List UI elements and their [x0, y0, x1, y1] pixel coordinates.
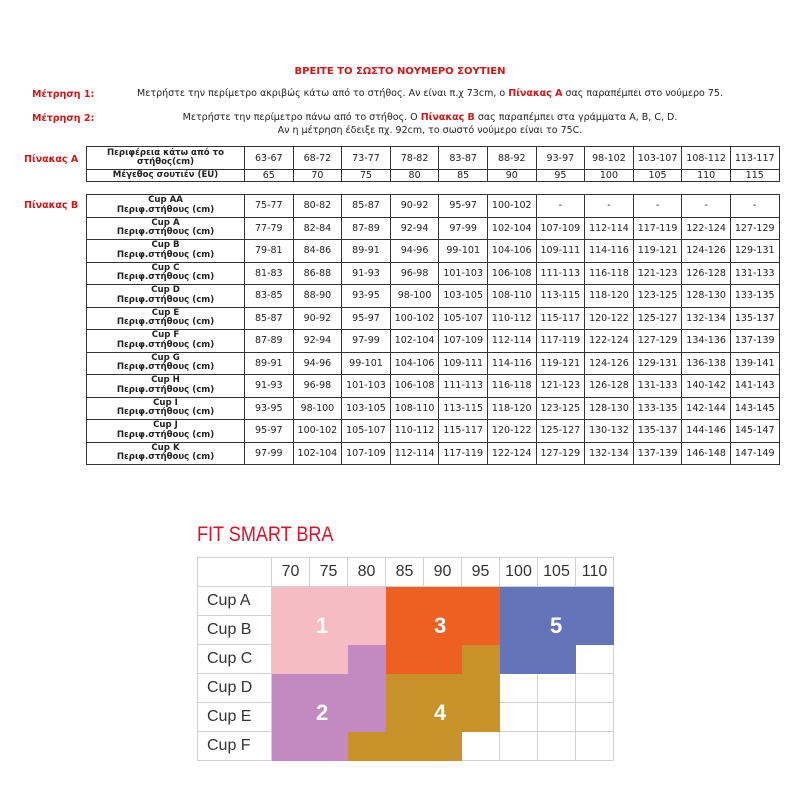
table-cell: 85-87	[342, 195, 391, 218]
table-cell: 73-77	[342, 147, 391, 170]
table-b-row-head: Cup B Περιφ.στήθους (cm)	[87, 240, 245, 263]
table-b-row	[87, 352, 780, 375]
table-cell: 92-94	[293, 330, 342, 353]
table-cell: 63-67	[245, 147, 294, 170]
table-cell: 78-82	[390, 147, 439, 170]
fit-zone-cell	[272, 587, 310, 616]
fit-zone-cell	[310, 674, 348, 703]
fit-grid	[197, 557, 614, 761]
fit-zone-cell	[576, 732, 614, 761]
table-cell: 107-109	[342, 442, 391, 465]
table-cell: 145-147	[730, 420, 779, 443]
fit-cup-label: Cup E	[198, 703, 272, 732]
table-cell: 99-101	[439, 240, 488, 263]
table-cell: 107-109	[439, 330, 488, 353]
table-cell: 116-118	[487, 375, 536, 398]
fit-cup-label: Cup A	[198, 587, 272, 616]
table-cell: 123-125	[633, 285, 682, 308]
fit-band-size: 105	[538, 558, 576, 587]
table-cell: 97-99	[245, 442, 294, 465]
table-cell: 129-131	[633, 352, 682, 375]
table-cell: 127-129	[633, 330, 682, 353]
table-cell: 123-125	[536, 397, 585, 420]
table-cell: 99-101	[342, 352, 391, 375]
page-title: ΒΡΕΙΤΕ ΤΟ ΣΩΣΤΟ ΝΟΥΜΕΡΟ ΣΟΥΤΙΕΝ	[294, 66, 506, 77]
table-b-row-head: Cup A Περιφ.στήθους (cm)	[87, 217, 245, 240]
table-cell: 89-91	[342, 240, 391, 263]
table-a-row-bra-size	[87, 170, 780, 182]
table-cell: 90-92	[293, 307, 342, 330]
table-cell: 107-109	[536, 217, 585, 240]
table-cell: 103-105	[342, 397, 391, 420]
table-cell: 65	[245, 170, 294, 182]
table-cell: 90-92	[390, 195, 439, 218]
table-cell: 102-104	[293, 442, 342, 465]
table-cell: 110-112	[487, 307, 536, 330]
fit-zone-number: 4	[434, 700, 447, 725]
table-cell: 126-128	[682, 262, 731, 285]
fit-zone-cell	[538, 732, 576, 761]
fit-zone-cell	[462, 645, 500, 674]
table-b-row-head: Cup K Περιφ.στήθους (cm)	[87, 442, 245, 465]
table-b-row	[87, 442, 780, 465]
table-b-reference: Πίνακας Β	[420, 112, 475, 123]
table-cell: 128-130	[585, 397, 634, 420]
table-cell: 132-134	[585, 442, 634, 465]
table-cell: 105-107	[439, 307, 488, 330]
table-cell: 112-114	[585, 217, 634, 240]
table-cell: 120-122	[487, 420, 536, 443]
fit-zone-cell	[576, 674, 614, 703]
table-cell: 91-93	[342, 262, 391, 285]
table-cell: 96-98	[293, 375, 342, 398]
table-cell: 126-128	[585, 375, 634, 398]
fit-zone-cell	[386, 732, 424, 761]
fit-zone-cell	[424, 645, 462, 674]
table-cell: 109-111	[536, 240, 585, 263]
table-cell: 119-121	[536, 352, 585, 375]
table-cell: 136-138	[682, 352, 731, 375]
fit-grid-row	[198, 645, 614, 674]
table-a	[86, 146, 780, 182]
table-cell: 83-85	[245, 285, 294, 308]
fit-zone-cell	[386, 587, 424, 616]
table-cell: 93-97	[536, 147, 585, 170]
fit-zone-cell	[538, 703, 576, 732]
table-a-label: Πίνακας Α	[24, 154, 79, 165]
fit-zone-cell	[272, 645, 310, 674]
fit-zone-cell	[386, 645, 424, 674]
table-cell: 88-92	[487, 147, 536, 170]
fit-zone-cell	[462, 732, 500, 761]
fit-zone-cell	[462, 674, 500, 703]
fit-grid-row	[198, 703, 614, 732]
fit-band-size: 70	[272, 558, 310, 587]
table-cell: 127-129	[730, 217, 779, 240]
table-cell: 111-113	[536, 262, 585, 285]
table-cell: 122-124	[682, 217, 731, 240]
table-cell: 130-132	[585, 420, 634, 443]
fit-zone-cell	[500, 645, 538, 674]
table-b-row	[87, 330, 780, 353]
table-cell: 110-112	[390, 420, 439, 443]
fit-grid-row	[198, 732, 614, 761]
table-cell: 105-107	[342, 420, 391, 443]
table-b-row-head: Cup C Περιφ.στήθους (cm)	[87, 262, 245, 285]
table-cell: 102-104	[487, 217, 536, 240]
table-b-row-head: Cup E Περιφ.στήθους (cm)	[87, 307, 245, 330]
table-cell: 80-82	[293, 195, 342, 218]
table-cell: 105	[633, 170, 682, 182]
fit-band-size: 95	[462, 558, 500, 587]
table-cell: 115	[730, 170, 779, 182]
table-cell: 137-139	[633, 442, 682, 465]
table-cell: 85-87	[245, 307, 294, 330]
table-cell: 97-99	[342, 330, 391, 353]
table-cell: 115-117	[439, 420, 488, 443]
table-cell: 118-120	[585, 285, 634, 308]
table-cell: 98-102	[585, 147, 634, 170]
table-cell: 139-141	[730, 352, 779, 375]
table-cell: 121-123	[633, 262, 682, 285]
fit-zone-number: 1	[316, 613, 329, 638]
table-cell: 95-97	[245, 420, 294, 443]
measurement-2-text	[130, 111, 730, 137]
table-cell: 112-114	[390, 442, 439, 465]
table-cell: -	[730, 195, 779, 218]
table-cell: 88-90	[293, 285, 342, 308]
table-b-row	[87, 195, 780, 218]
table-cell: 106-108	[487, 262, 536, 285]
measurement-1-label: Μέτρηση 1:	[32, 89, 95, 100]
table-cell: 133-135	[730, 285, 779, 308]
fit-zone-cell	[348, 703, 386, 732]
table-a-row-head: Μέγεθος σουτιέν (EU)	[87, 170, 245, 182]
table-cell: 103-105	[439, 285, 488, 308]
table-cell: 98-100	[293, 397, 342, 420]
measurement-2-text-a: Μετρήστε την περίμετρο πάνω από το στήθος. Ο	[182, 112, 421, 123]
table-cell: 134-136	[682, 330, 731, 353]
table-cell: 110	[682, 170, 731, 182]
table-cell: 112-114	[487, 330, 536, 353]
table-b-row-head: Cup AA Περιφ.στήθους (cm)	[87, 195, 245, 218]
fit-zone-cell	[576, 703, 614, 732]
table-cell: 146-148	[682, 442, 731, 465]
fit-zone-cell	[424, 732, 462, 761]
table-cell: 108-110	[390, 397, 439, 420]
fit-zone-cell	[272, 674, 310, 703]
fit-zone-cell	[272, 616, 310, 645]
table-cell: 108-110	[487, 285, 536, 308]
table-cell: 102-104	[390, 330, 439, 353]
table-b-row-head: Cup I Περιφ.στήθους (cm)	[87, 397, 245, 420]
table-b-row	[87, 262, 780, 285]
fit-zone-cell	[310, 732, 348, 761]
table-cell: 100-102	[390, 307, 439, 330]
table-b-row	[87, 217, 780, 240]
table-cell: 133-135	[633, 397, 682, 420]
fit-cup-label: Cup B	[198, 616, 272, 645]
table-cell: 87-89	[342, 217, 391, 240]
fit-zone-cell	[462, 703, 500, 732]
table-b-row	[87, 420, 780, 443]
table-b-row	[87, 397, 780, 420]
fit-zone-cell	[310, 587, 348, 616]
table-b	[86, 194, 780, 465]
table-cell: 113-115	[536, 285, 585, 308]
table-b-row-head: Cup G Περιφ.στήθους (cm)	[87, 352, 245, 375]
table-cell: 108-112	[682, 147, 731, 170]
fit-band-size: 75	[310, 558, 348, 587]
fit-grid-header-row	[198, 558, 614, 587]
fit-zone-cell	[310, 645, 348, 674]
fit-grid-row	[198, 674, 614, 703]
table-cell: 68-72	[293, 147, 342, 170]
table-a-reference: Πίνακας Α	[508, 88, 563, 99]
table-cell: 101-103	[439, 262, 488, 285]
table-cell: 103-107	[633, 147, 682, 170]
measurement-2-example: Αν η μέτρηση έδειξε πχ. 92cm, το σωστό νούμερο είναι το 75C.	[277, 125, 583, 136]
table-cell: 116-118	[585, 262, 634, 285]
table-cell: 124-126	[682, 240, 731, 263]
fit-band-size: 110	[576, 558, 614, 587]
fit-band-size: 90	[424, 558, 462, 587]
table-cell: 135-137	[633, 420, 682, 443]
fit-zone-cell	[500, 674, 538, 703]
table-cell: 101-103	[342, 375, 391, 398]
table-cell: 70	[293, 170, 342, 182]
table-cell: 106-108	[390, 375, 439, 398]
table-b-row-head: Cup F Περιφ.στήθους (cm)	[87, 330, 245, 353]
table-cell: 124-126	[585, 352, 634, 375]
fit-zone-cell	[424, 587, 462, 616]
table-cell: 129-131	[730, 240, 779, 263]
table-cell: 80	[390, 170, 439, 182]
table-cell: 91-93	[245, 375, 294, 398]
table-cell: 113-115	[439, 397, 488, 420]
table-cell: 100-102	[487, 195, 536, 218]
table-b-row-head: Cup H Περιφ.στήθους (cm)	[87, 375, 245, 398]
table-cell: 97-99	[439, 217, 488, 240]
fit-zone-cell	[348, 645, 386, 674]
table-cell: 94-96	[293, 352, 342, 375]
table-cell: 94-96	[390, 240, 439, 263]
table-b-row-head: Cup D Περιφ.στήθους (cm)	[87, 285, 245, 308]
table-cell: 111-113	[439, 375, 488, 398]
table-cell: 137-139	[730, 330, 779, 353]
fit-smart-bra-title: FIT SMART BRA	[197, 523, 334, 546]
table-cell: 117-119	[633, 217, 682, 240]
fit-band-size: 85	[386, 558, 424, 587]
table-cell: -	[682, 195, 731, 218]
table-cell: 75-77	[245, 195, 294, 218]
fit-zone-cell	[386, 703, 424, 732]
table-cell: 92-94	[390, 217, 439, 240]
fit-zone-cell	[576, 587, 614, 616]
table-cell: 128-130	[682, 285, 731, 308]
table-cell: 121-123	[536, 375, 585, 398]
table-cell: 143-145	[730, 397, 779, 420]
fit-zone-cell	[348, 616, 386, 645]
table-cell: 131-133	[730, 262, 779, 285]
fit-grid-row	[198, 587, 614, 616]
table-b-row	[87, 307, 780, 330]
table-cell: 119-121	[633, 240, 682, 263]
table-cell: 81-83	[245, 262, 294, 285]
table-cell: 86-88	[293, 262, 342, 285]
fit-zone-cell	[386, 616, 424, 645]
table-cell: 140-142	[682, 375, 731, 398]
fit-zone-cell	[462, 616, 500, 645]
table-cell: 142-144	[682, 397, 731, 420]
table-cell: 100	[585, 170, 634, 182]
table-cell: 117-119	[536, 330, 585, 353]
fit-band-size: 80	[348, 558, 386, 587]
table-cell: 115-117	[536, 307, 585, 330]
table-cell: 77-79	[245, 217, 294, 240]
table-cell: 79-81	[245, 240, 294, 263]
fit-cup-label: Cup C	[198, 645, 272, 674]
table-cell: 109-111	[439, 352, 488, 375]
table-b-label: Πίνακας Β	[24, 200, 79, 211]
fit-zone-number: 3	[434, 613, 447, 638]
table-cell: 104-106	[390, 352, 439, 375]
table-cell: 141-143	[730, 375, 779, 398]
table-cell: 93-95	[342, 285, 391, 308]
table-cell: 118-120	[487, 397, 536, 420]
table-b-row	[87, 375, 780, 398]
table-cell: 104-106	[487, 240, 536, 263]
table-cell: 127-129	[536, 442, 585, 465]
table-cell: 120-122	[585, 307, 634, 330]
table-b-row	[87, 240, 780, 263]
table-cell: 113-117	[730, 147, 779, 170]
table-cell: 85	[439, 170, 488, 182]
fit-grid-corner	[198, 558, 272, 587]
table-cell: 95-97	[342, 307, 391, 330]
table-cell: 96-98	[390, 262, 439, 285]
table-cell: 117-119	[439, 442, 488, 465]
table-cell: 89-91	[245, 352, 294, 375]
table-cell: -	[585, 195, 634, 218]
table-cell: 84-86	[293, 240, 342, 263]
table-cell: 87-89	[245, 330, 294, 353]
fit-zone-cell	[272, 732, 310, 761]
fit-zone-number: 5	[550, 613, 563, 638]
measurement-1-text	[130, 87, 730, 100]
fit-zone-cell	[576, 645, 614, 674]
fit-zone-cell	[386, 674, 424, 703]
table-cell: 83-87	[439, 147, 488, 170]
table-cell: 98-100	[390, 285, 439, 308]
fit-zone-cell	[348, 674, 386, 703]
fit-zone-cell	[576, 616, 614, 645]
fit-zone-cell	[424, 674, 462, 703]
fit-zone-cell	[538, 674, 576, 703]
measurement-1-text-a: Μετρήστε την περίμετρο ακριβώς κάτω από το στήθος. Αν είναι π.χ 73cm, ο	[137, 88, 509, 99]
fit-zone-cell	[500, 616, 538, 645]
table-cell: 131-133	[633, 375, 682, 398]
table-cell: 125-127	[633, 307, 682, 330]
fit-zone-cell	[500, 587, 538, 616]
table-a-row-under-bust	[87, 147, 780, 170]
fit-zone-cell	[500, 732, 538, 761]
table-b-row-head: Cup J Περιφ.στήθους (cm)	[87, 420, 245, 443]
fit-zone-cell	[348, 587, 386, 616]
table-cell: 75	[342, 170, 391, 182]
table-a-row-head: Περιφέρεια κάτω από το στήθος(cm)	[87, 147, 245, 170]
fit-zone-cell	[538, 587, 576, 616]
fit-zone-cell	[462, 587, 500, 616]
fit-zone-cell	[538, 645, 576, 674]
fit-band-size: 100	[500, 558, 538, 587]
table-cell: 100-102	[293, 420, 342, 443]
measurement-1-text-b: σας παραπέμπει στο νούμερο 75.	[562, 88, 723, 99]
table-cell: 82-84	[293, 217, 342, 240]
table-cell: 144-146	[682, 420, 731, 443]
table-cell: 122-124	[585, 330, 634, 353]
table-cell: 122-124	[487, 442, 536, 465]
fit-zone-cell	[500, 703, 538, 732]
table-cell: 90	[487, 170, 536, 182]
fit-zone-number: 2	[316, 700, 329, 725]
table-b-row	[87, 285, 780, 308]
table-cell: 125-127	[536, 420, 585, 443]
fit-zone-cell	[348, 732, 386, 761]
table-cell: 95	[536, 170, 585, 182]
table-cell: 135-137	[730, 307, 779, 330]
fit-cup-label: Cup D	[198, 674, 272, 703]
fit-zone-cell	[272, 703, 310, 732]
measurement-2-text-b: σας παραπέμπει στα γράμματα A, B, C, D.	[474, 112, 678, 123]
table-cell: 93-95	[245, 397, 294, 420]
table-cell: 114-116	[585, 240, 634, 263]
table-cell: 95-97	[439, 195, 488, 218]
table-cell: 132-134	[682, 307, 731, 330]
fit-cup-label: Cup F	[198, 732, 272, 761]
table-cell: -	[536, 195, 585, 218]
table-cell: 147-149	[730, 442, 779, 465]
table-cell: -	[633, 195, 682, 218]
measurement-2-label: Μέτρηση 2:	[32, 113, 95, 124]
table-cell: 114-116	[487, 352, 536, 375]
